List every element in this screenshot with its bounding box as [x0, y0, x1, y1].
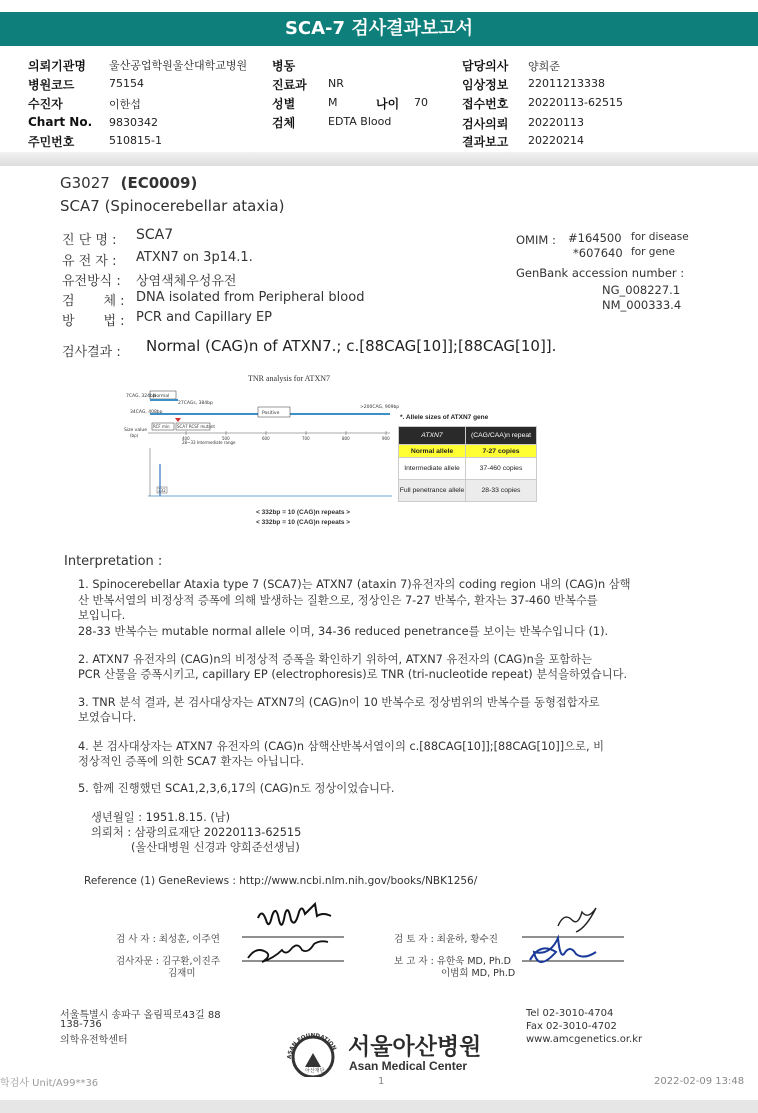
patient-extra-line: 의뢰처 : 삼광의료재단 20220113-62515: [91, 826, 302, 839]
test-code-line: [60, 174, 197, 192]
field-label: 방 법 :: [62, 314, 125, 329]
omim-disease-note: for disease: [631, 231, 689, 243]
interpretation-line: 5. 함께 진행했던 SCA1,2,3,6,17의 (CAG)n도 정상이었습니다.: [78, 782, 395, 795]
reporter-line-2: 이범희 MD, Ph.D: [441, 968, 516, 979]
header-label: 의뢰기관명: [28, 59, 86, 73]
unit-label: 학검사 Unit/A99**36: [0, 1078, 99, 1089]
mut-label-1: RCF min: [153, 424, 170, 429]
allele-table-title: *. Allele sizes of ATXN7 gene: [400, 414, 489, 421]
field-value: DNA isolated from Peripheral blood: [136, 290, 365, 305]
test-code: G3027: [60, 174, 110, 192]
address-1: 서울특별시 송파구 올림픽로43길 88: [60, 1010, 221, 1021]
header-value: 20220113: [528, 116, 584, 129]
scale-tick-label: 500: [222, 436, 230, 441]
field-value: SCA7: [136, 227, 174, 243]
bar-label-2: 27CAGs, 384bp: [178, 401, 213, 406]
allele-name: Normal allele: [399, 445, 466, 458]
bar-label-4: >200CAG, 909bp: [360, 405, 400, 410]
allele-header-cell: (CAG/CAA)n repeat: [466, 427, 537, 445]
signature-tester-advisor: [238, 898, 348, 978]
omim-disease: #164500: [568, 231, 622, 245]
tester-line: 검 사 자 : 최성훈, 이주연: [116, 934, 220, 945]
figure-caption-1: < 332bp = 10 (CAG)n repeats >: [256, 509, 351, 516]
interpretation-line: 28-33 반복수는 mutable normal allele 이며, 34-36 reduced penetrance를 보이는 반복수입니다 (1).: [78, 625, 609, 638]
mut-label-2: SCA7 RCSF mutant: [177, 424, 215, 429]
omim-gene-note: for gene: [631, 246, 676, 258]
interpretation-line: 보였습니다.: [78, 711, 137, 724]
header-value: 20220113-62515: [528, 96, 623, 109]
address-2: 138-736: [60, 1019, 102, 1030]
allele-header-cell: ATXN7: [399, 427, 466, 445]
web-line: www.amcgenetics.or.kr: [526, 1034, 643, 1045]
test-name: SCA7 (Spinocerebellar ataxia): [60, 197, 285, 215]
advisor-line-1: 검사자문 : 김구환,이진주: [116, 956, 221, 967]
print-timestamp: 2022-02-09 13:48: [654, 1076, 745, 1087]
field-value: PCR and Capillary EP: [136, 310, 272, 325]
scale-tick-label: 700: [302, 436, 310, 441]
page-number: 1: [378, 1076, 385, 1087]
allele-name: Intermediate allele: [399, 458, 466, 480]
interpretation-line: 2. ATXN7 유전자의 (CAG)n의 비정상적 증폭을 확인하기 위하여, ATXN7 유전자의 (CAG)n을 포함하는: [78, 653, 592, 666]
scale-tick-label: 800: [342, 436, 350, 441]
field-label: 검 체 :: [62, 294, 125, 309]
header-value: NR: [328, 77, 344, 90]
reviewer-line: 검 토 자 : 최윤하, 황수진: [394, 934, 498, 945]
fax-line: Fax 02-3010-4702: [526, 1021, 617, 1032]
scale-unit: (bp): [130, 433, 139, 438]
scale-label: Size value: [124, 428, 147, 433]
allele-repeat: 7-27 copies: [466, 445, 537, 458]
logo-center-text: 아산재단: [305, 1068, 325, 1074]
positive-box-label: Positive: [262, 411, 280, 416]
result-value: Normal (CAG)n of ATXN7.; c.[88CAG[10]];[88CAG[10]].: [146, 337, 557, 355]
logo-ring-text: ASAN FOUNDATION: [286, 1032, 337, 1060]
range-note: 28~33 Intermediate range: [182, 440, 236, 445]
header-label: 검체: [272, 116, 296, 130]
interpretation-line: 정상적인 증폭에 의한 SCA7 환자는 아닙니다.: [78, 755, 305, 768]
scale-tick-label: 900: [382, 436, 390, 441]
header-label: 진료과: [272, 78, 307, 92]
signature-reviewer-reporter: [518, 898, 628, 978]
allele-name: Full penetrance allele: [399, 480, 466, 502]
hospital-name-en: Asan Medical Center: [349, 1059, 468, 1073]
header-label: 병동: [272, 59, 296, 73]
header-label: 접수번호: [462, 97, 509, 111]
header-label: 주민번호: [28, 135, 75, 149]
figure-caption-2: < 332bp = 10 (CAG)n repeats >: [256, 519, 351, 526]
reference-line: Reference (1) GeneReviews : http://www.ncbi.nlm.nih.gov/books/NBK1256/: [84, 875, 478, 887]
header-value: 9830342: [109, 116, 158, 129]
scale-tick-label: 600: [262, 436, 270, 441]
scale-tick-label: 400: [182, 436, 190, 441]
header-label: 성별: [272, 97, 296, 111]
bar-label-1: 7CAG, 324bp: [126, 394, 156, 399]
report-title: SCA-7 검사결과보고서: [0, 12, 758, 46]
genbank-2: NM_000333.4: [602, 298, 682, 312]
asan-foundation-logo: [283, 1027, 343, 1077]
allele-table-header: [399, 427, 537, 445]
interpretation-line: 4. 본 검사대상자는 ATXN7 유전자의 (CAG)n 삼핵산반복서열이의 c.[88CAG[10]];[88CAG[10]]으로, 비: [78, 740, 605, 753]
allele-repeat: 37-460 copies: [466, 458, 537, 480]
interpretation-line: 1. Spinocerebellar Ataxia type 7 (SCA7)는 ATXN7 (ataxin 7)유전자의 coding region 내의 (CAG)n 삼핵: [78, 578, 631, 591]
field-value: ATXN7 on 3p14.1.: [136, 250, 253, 265]
allele-row: [399, 458, 537, 480]
header-value: 510815-1: [109, 134, 162, 147]
hospital-name-kr: 서울아산병원: [348, 1034, 482, 1060]
header-label: 결과보고: [462, 135, 509, 149]
field-label: 유 전 자 :: [62, 254, 117, 269]
tnr-diagram: [120, 386, 400, 502]
interpretation-title: Interpretation :: [64, 554, 163, 569]
omim-label: OMIM :: [516, 233, 556, 247]
interpretation-line: 보입니다.: [78, 609, 126, 622]
header-value: 이한섭: [109, 98, 141, 111]
result-label: 검사결과 :: [62, 345, 121, 360]
peak-label: 332: [158, 488, 166, 493]
footer-bar: [0, 1100, 758, 1113]
header-value: M: [328, 96, 338, 109]
header-label: 검사의뢰: [462, 117, 509, 131]
header-label: 임상정보: [462, 78, 509, 92]
header-label: 수진자: [28, 97, 63, 111]
genbank-1: NG_008227.1: [602, 283, 681, 297]
bar-label-3: 34CAG, 408bp: [130, 410, 163, 415]
header-value: 75154: [109, 77, 144, 90]
marker-icon: [175, 418, 181, 422]
field-label: 진 단 명 :: [62, 233, 117, 248]
field-label: 유전방식 :: [62, 274, 121, 289]
genbank-label: GenBank accession number :: [516, 266, 685, 280]
header-value: EDTA Blood: [328, 115, 392, 128]
patient-extra-line: (울산대병원 신경과 양희준선생님): [131, 841, 300, 854]
header-value: 22011213338: [528, 77, 605, 90]
normal-box-label: Normal: [153, 394, 170, 399]
allele-repeat: 28-33 copies: [466, 480, 537, 502]
header-label: 담당의사: [462, 59, 509, 73]
header-value: 울산공업학원울산대학교병원: [109, 59, 248, 72]
header-divider: [0, 152, 758, 166]
header-label: 병원코드: [28, 78, 75, 92]
patient-extra-line: 생년월일 : 1951.8.15. (남): [91, 811, 231, 824]
header-value: 양희준: [528, 60, 560, 73]
interpretation-line: 3. TNR 분석 결과, 본 검사대상자는 ATXN7의 (CAG)n이 10 반복수로 정상범위의 반복수를 동형접합자로: [78, 696, 600, 709]
header-value: 20220214: [528, 134, 584, 147]
allele-row: [399, 480, 537, 502]
address-3: 의학유전학센터: [60, 1035, 128, 1046]
allele-table: [398, 426, 537, 502]
omim-gene: *607640: [573, 246, 623, 260]
figure-title: TNR analysis for ATXN7: [248, 374, 330, 383]
tel-line: Tel 02-3010-4704: [526, 1008, 614, 1019]
advisor-line-2: 김재미: [168, 968, 196, 979]
interpretation-line: PCR 산물을 증폭시키고, capillary EP (electrophoresis)로 TNR (tri-nucleotide repeat) 분석을하였습니다.: [78, 668, 628, 681]
allele-row: [399, 445, 537, 458]
age-value: 70: [414, 96, 428, 109]
age-label: 나이: [376, 97, 400, 111]
test-subcode: (EC0009): [120, 174, 198, 192]
header-label: Chart No.: [28, 115, 93, 129]
interpretation-line: 산 반복서열의 비정상적 증폭에 의해 발생하는 질환으로, 정상인은 7-27 반복수, 환자는 37-460 반복수를: [78, 594, 598, 607]
reporter-line-1: 보 고 자 : 유한욱 MD, Ph.D: [394, 956, 511, 967]
field-value: 상염색체우성유전: [136, 274, 237, 289]
